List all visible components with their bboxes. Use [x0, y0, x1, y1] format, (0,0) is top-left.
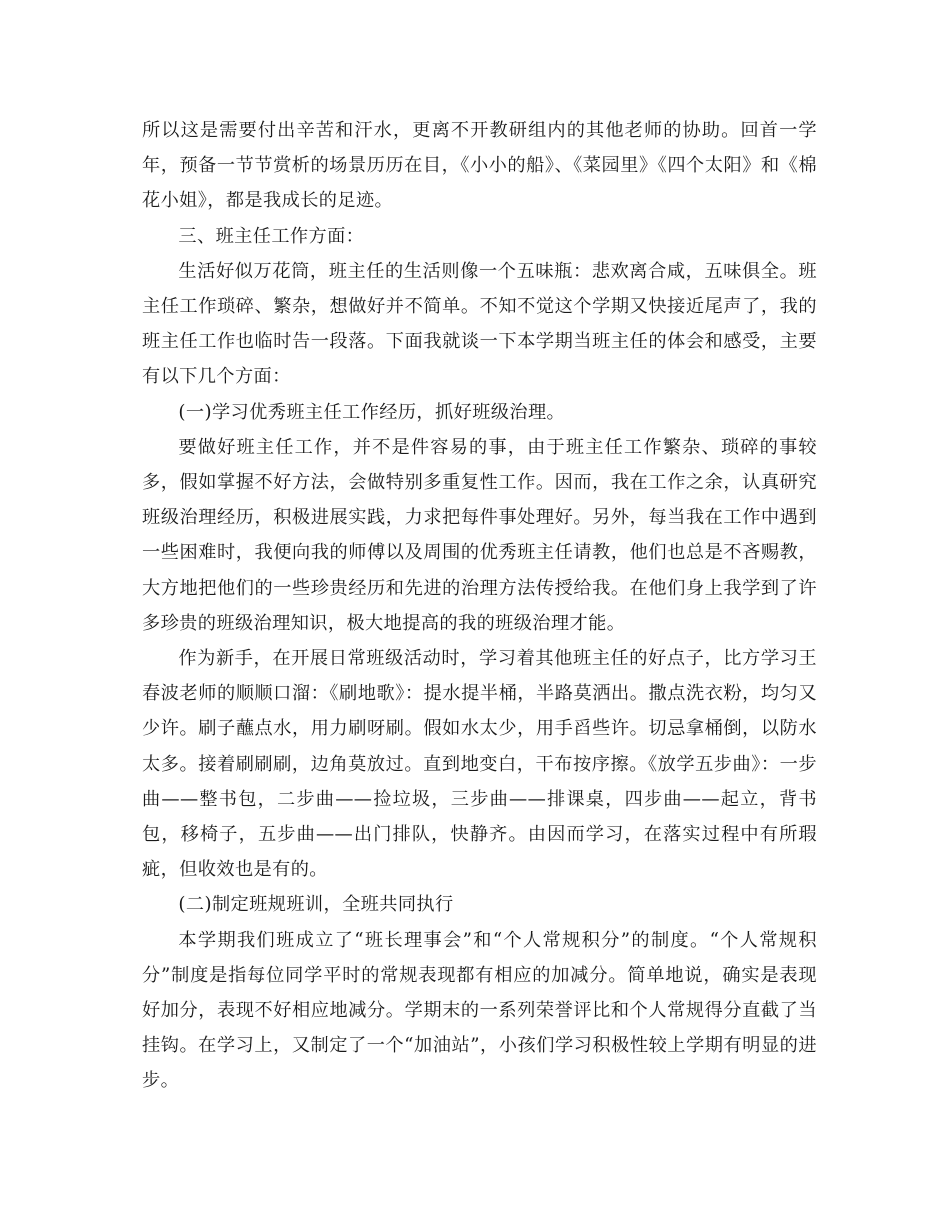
- paragraph-intro: 生活好似万花筒，班主任的生活则像一个五味瓶：悲欢离合咸，五味俱全。班主任工作琐碎、繁杂，想做好并不简单。不知不觉这个学期又快接近尾声了，我的班主任工作也临时告一段落。下面我就谈一下本学期当班主任的体会和感受，主要有以下几个方面：: [142, 260, 817, 388]
- document-body: [142, 113, 817, 1099]
- subheading-class-rules: (二)制定班规班训，全班共同执行: [178, 894, 454, 916]
- paragraph-class-rules: 本学期我们班成立了“班长理事会”和“个人常规积分”的制度。“个人常规积分”制度是指每位同学平时的常规表现都有相应的加减分。简单地说，确实是表现好加分，表现不好相应地减分。学期末的一系列荣誉评比和个人常规得分直截了当挂钩。在学习上，又制定了一个“加油站”，小孩们学习积极性较上学期有明显的进步。: [142, 929, 817, 1092]
- paragraph-newcomer-activities: 作为新手，在开展日常班级活动时，学习着其他班主任的好点子，比方学习王春波老师的顺顺口溜：《刷地歌》：提水提半桶，半路莫洒出。撒点洗衣粉，均匀又少许。刷子蘸点水，用力刷呀刷。假如水太少，用手舀些许。切忌拿桶倒，以防水太多。接着刷刷刷，边角莫放过。直到地变白，干布按序擦。《放学五步曲》：一步曲——整书包，二步曲——捡垃圾，三步曲——排课桌，四步曲——起立，背书包，移椅子，五步曲——出门排队，快静齐。由因而学习，在落实过程中有所瑕疵，但收效也是有的。: [142, 648, 817, 881]
- subheading-learning-experience: (一)学习优秀班主任工作经历，抓好班级治理。: [178, 401, 566, 423]
- paragraph-continuation: 所以这是需要付出辛苦和汗水，更离不开教研组内的其他老师的协助。回首一学年，预备一节节赏析的场景历历在目，《小小的船》、《菜园里》《四个太阳》和《棉花小姐》，都是我成长的足迹。: [142, 120, 817, 212]
- section-heading-head-teacher-work: 三、班主任工作方面：: [178, 225, 365, 247]
- paragraph-learning-experience: 要做好班主任工作，并不是件容易的事，由于班主任工作繁杂、琐碎的事较多，假如掌握不好方法，会做特别多重复性工作。因而，我在工作之余，认真研究班级治理经历，积极进展实践，力求把每件事处理好。另外，每当我在工作中遇到一些困难时，我便向我的师傅以及周围的优秀班主任请教，他们也总是不吝赐教，大方地把他们的一些珍贵经历和先进的治理方法传授给我。在他们身上我学到了许多珍贵的班级治理知识，极大地提高的我的班级治理才能。: [142, 436, 817, 634]
